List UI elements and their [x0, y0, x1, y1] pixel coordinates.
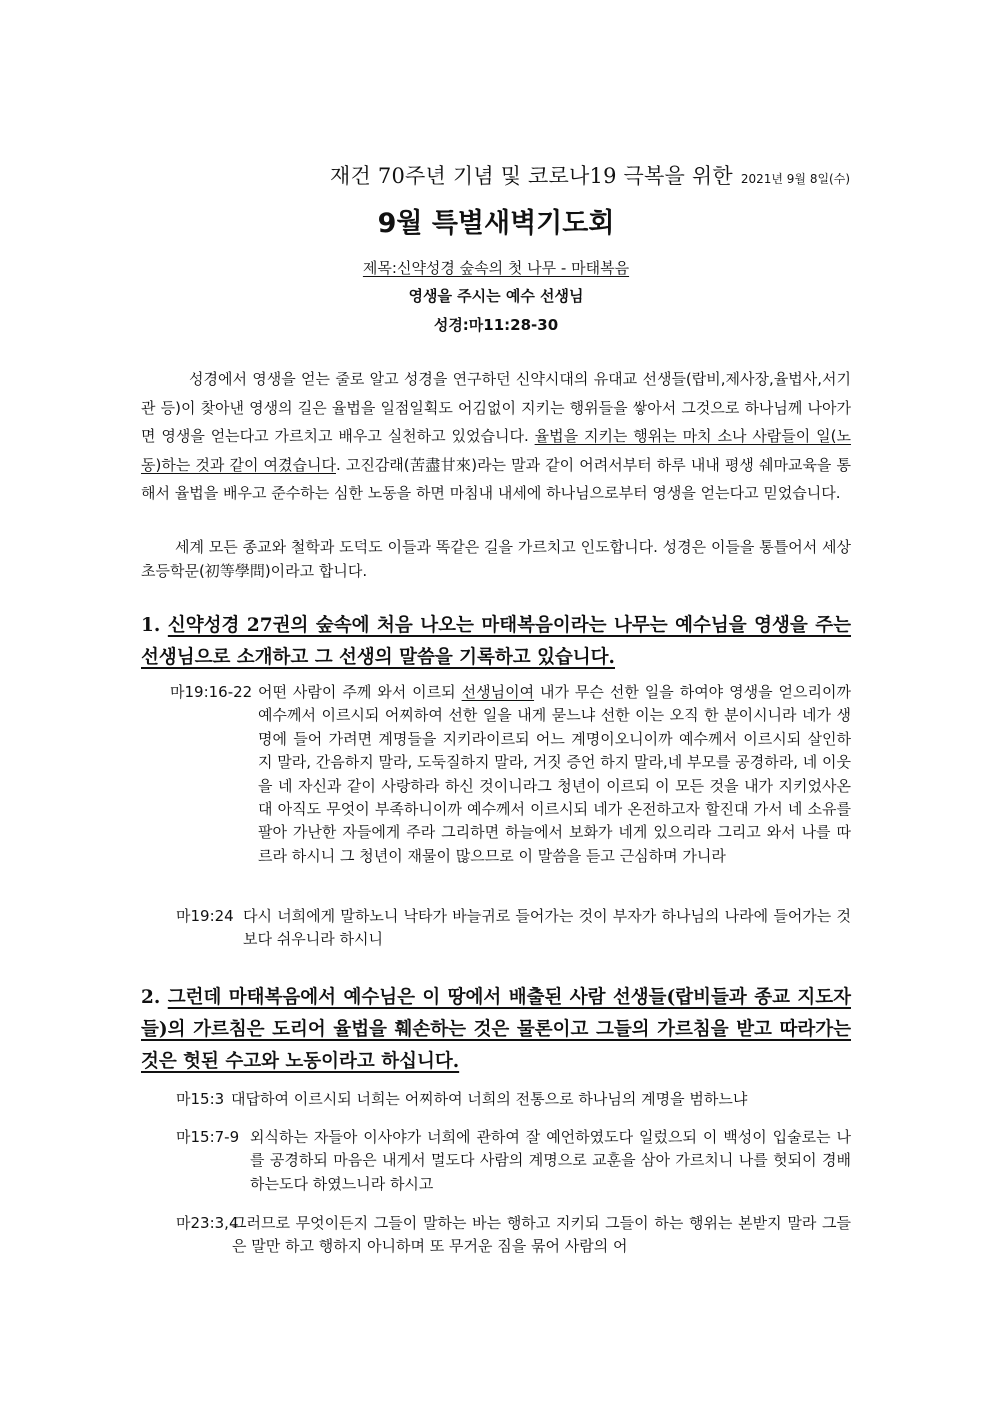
intro-text-a: 성경에서 영생을 얻는 줄로 알고 성경을 연구하던 신약시대의 유대교 선생들(랍비,제사장,율법사,서기관 등)이 찾아낸 영생의 길은 율법을 일점일획도 어김없이 지키는 행위들을 쌓아서 그것으로 하나님께 나아가면 영생을 얻는다고 가르치고 배우고 실천하고 있었습니다. — [141, 370, 851, 445]
sermon-title: 영생을 주시는 예수 선생님 — [408, 287, 584, 305]
intro-underlined-text: 율법을 지키는 행위는 마치 소나 사람들이 일(노동)하는 것과 같이 여겼습니다 — [141, 427, 851, 474]
verse-reference: 마23:3,4 — [176, 1214, 239, 1232]
section-1-heading — [141, 610, 851, 674]
verse-text-b: 내가 무슨 선한 일을 하여야 영생을 얻으리이까 예수께서 이르시되 어찌하여 선한 일을 내게 묻느냐 선한 이는 오직 한 분이시니라 네가 생명에 들어 가려면 계명들을 지키라이르되 어느 계명이오니이까 예수께서 이르시되 살인하지 말라, 간음하지 말라, 도둑질하지 말라, 거짓 증언 하지 말라,네 부모를 공경하라, 네 이웃을 네 자신과 같이 사랑하라 하신 것이니라그 청년이 이르되 이 모든 것을 내가 지키었사온대 아직도 무엇이 부족하니이까 예수께서 이르시되 네가 온전하고자 할진대 가서 네 소유를 팔아 가난한 자들에게 주라 그리하면 하늘에서 보화가 네게 있으리라 그리고 와서 나를 따르라 하시니 그 청년이 재물이 많으므로 이 말씀을 듣고 근심하며 가니라 — [258, 683, 851, 865]
section-2-number: 2. — [141, 987, 168, 1008]
verse-text-a: 어떤 사람이 주께 와서 이르되 — [258, 683, 462, 701]
verse-text — [258, 681, 851, 868]
verse-reference: 마15:3 — [176, 1090, 225, 1108]
verse-underlined-word: 선생님이여 — [461, 683, 535, 701]
verse-reference: 마19:16-22 — [170, 683, 253, 701]
sermon-subject-text: 제목:신약성경 숲속의 첫 나무 - 마태복음 — [362, 259, 630, 277]
verse-text: 대답하여 이르시되 너희는 어찌하여 너희의 전통으로 하나님의 계명을 범하느냐 — [231, 1090, 748, 1108]
section-1-heading-text: 신약성경 27권의 숲속에 처음 나오는 마태복음이라는 나무는 예수님을 영생을 주는 선생님으로 소개하고 그 선생의 말씀을 기록하고 있습니다. — [141, 615, 851, 668]
verse-text: 다시 너희에게 말하노니 낙타가 바늘귀로 들어가는 것이 부자가 하나님의 나라에 들어가는 것보다 쉬우니라 하시니 — [243, 907, 851, 949]
intro-paragraph-2: 세계 모든 종교와 철학과 도덕도 이들과 똑같은 길을 가르치고 인도합니다. 성경은 이들을 통틀어서 세상 초등학문(初等學問)이라고 합니다. — [141, 538, 851, 580]
event-date: 2021년 9월 8일(수) — [740, 172, 850, 186]
intro-paragraph-1 — [141, 365, 851, 508]
verse-text: 외식하는 자들아 이사야가 너희에 관하여 잘 예언하였도다 일렀으되 이 백성이 입술로는 나를 공경하되 마음은 내게서 멀도다 사람의 계명으로 교훈을 삼아 가르치니 나를 헛되이 경배하는도다 하였느니라 하시고 — [250, 1128, 851, 1193]
section-2-heading — [141, 982, 851, 1078]
verse-item — [176, 905, 851, 952]
section-2-heading-text: 그런데 마태복음에서 예수님은 이 땅에서 배출된 사람 선생들(랍비들과 종교 지도자들)의 가르침은 도리어 율법을 훼손하는 것은 물론이고 그들의 가르침을 받고 따라가는 것은 헛된 수고와 노동이라고 하십니다. — [141, 987, 851, 1072]
section-1-number: 1. — [141, 615, 168, 636]
verse-reference: 마15:7-9 — [176, 1128, 240, 1146]
verse-item — [176, 1126, 851, 1196]
header-line — [140, 160, 850, 190]
sermon-subject — [0, 257, 992, 278]
verse-text: 그러므로 무엇이든지 그들이 말하는 바는 행하고 지키되 그들이 하는 행위는 본받지 말라 그들은 말만 하고 행하지 아니하며 또 무거운 짐을 묶어 사람의 어 — [232, 1214, 851, 1256]
page-title: 9월 특별새벽기도회 — [377, 208, 615, 239]
intro-text-b: . 고진감래(苦盡甘來)라는 말과 같이 어려서부터 하루 내내 평생 쉐마교육을 통해서 율법을 배우고 준수하는 심한 노동을 하면 마침내 내세에 하나님으로부터 영생을 얻는다고 믿었습니다. — [141, 455, 851, 502]
event-subtitle: 재건 70주년 기념 및 코로나19 극복을 위한 — [330, 164, 733, 188]
scripture-reference: 성경:마11:28-30 — [433, 316, 559, 334]
verse-item — [176, 1088, 851, 1111]
verse-item — [176, 1212, 851, 1259]
verse-item — [170, 681, 851, 868]
verse-reference: 마19:24 — [176, 907, 234, 925]
